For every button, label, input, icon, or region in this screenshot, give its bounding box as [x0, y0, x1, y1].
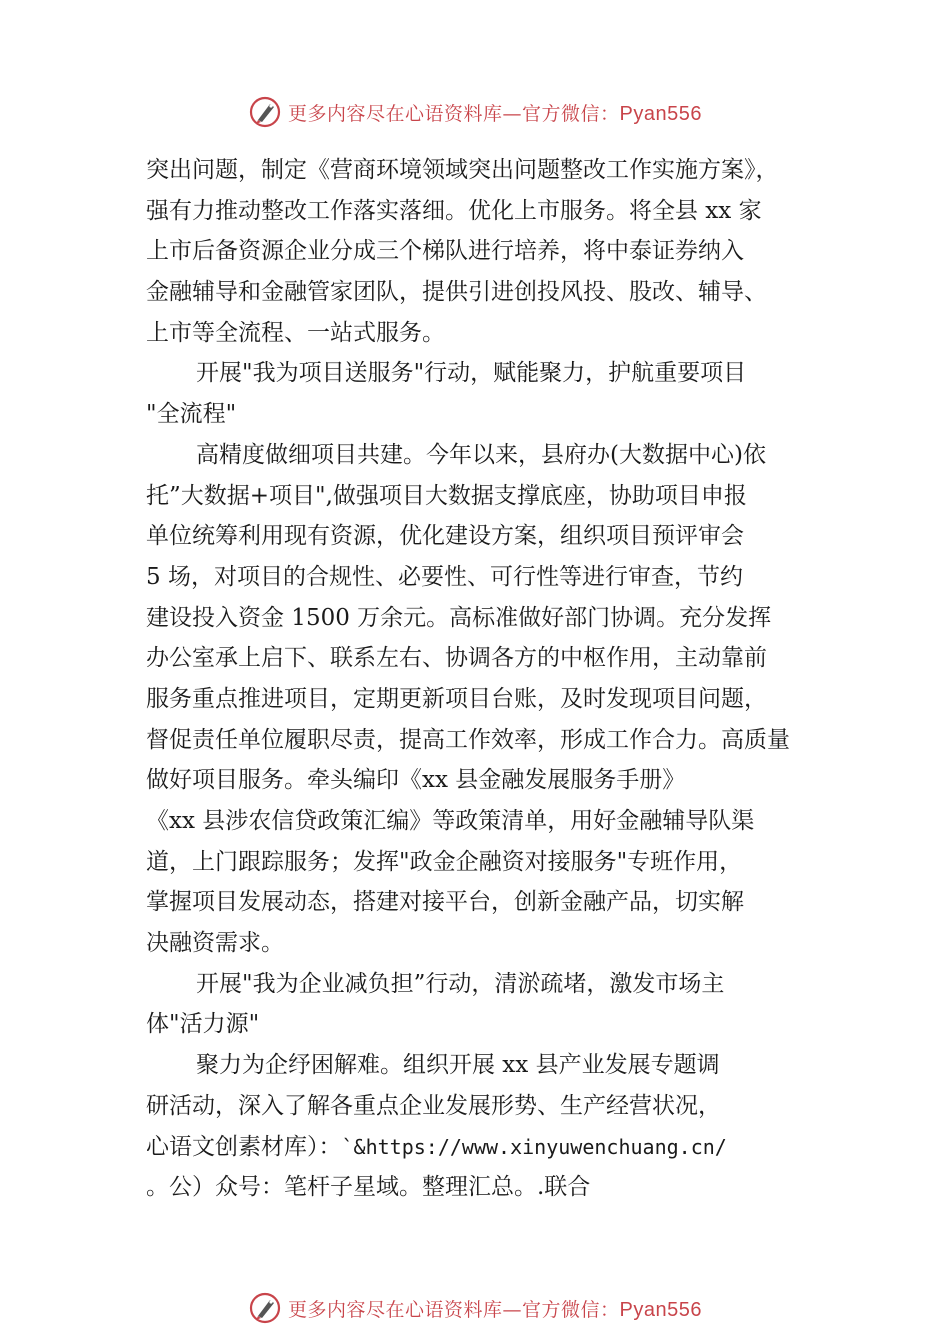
text-line: 高精度做细项目共建。今年以来，县府办(大数据中心)依	[196, 441, 766, 468]
text-line: 聚力为企纾困解难。组织开展 xx 县产业发展专题调	[196, 1052, 720, 1079]
text-line: 道，上门跟踪服务；发挥"政金企融资对接服务"专班作用，	[146, 848, 743, 875]
text-line: 《xx 县涉农信贷政策汇编》等政策清单，用好金融辅导队渠	[146, 808, 755, 834]
text-line: 办公室承上启下、联系左右、协调各方的中枢作用，主动靠前	[146, 645, 767, 672]
watermark-banner-bottom	[0, 1288, 950, 1328]
watermark-label: 官方微信：	[522, 1298, 620, 1321]
watermark-tagline	[288, 1295, 702, 1322]
text-line: 。公）众号：笔杆子星域。整理汇总。.联合	[146, 1174, 591, 1201]
pen-nib-logo-icon	[248, 1291, 282, 1325]
text-line: 做好项目服务。牵头编印《xx 县金融发展服务手册》	[146, 767, 686, 794]
text-line: 突出问题，制定《营商环境领域突出问题整改工作实施方案》，	[146, 157, 779, 183]
url-text: `&https://www.xinyuwenchuang.cn/	[341, 1134, 727, 1159]
text-line-segment: 心语文创素材库）：	[146, 1133, 342, 1160]
text-line: 体"活力源"	[146, 1011, 260, 1038]
text-line: 服务重点推进项目，定期更新项目台账，及时发现项目问题，	[146, 685, 767, 712]
pen-nib-logo-icon	[248, 95, 282, 129]
text-line: "全流程"	[146, 401, 237, 428]
watermark-handle: Pyan556	[619, 1298, 702, 1321]
text-line: 掌握项目发展动态，搭建对接平台，创新金融产品，切实解	[146, 889, 744, 916]
watermark-site-text: 更多内容尽在心语资料库	[288, 102, 503, 125]
text-line: 督促责任单位履职尽责，提高工作效率，形成工作合力。高质量	[146, 726, 790, 753]
text-line	[146, 1127, 826, 1168]
watermark-site-text: 更多内容尽在心语资料库	[288, 1298, 503, 1321]
text-line: 开展"我为企业减负担”行动，清淤疏堵，激发市场主	[196, 970, 725, 997]
text-line: 5 场，对项目的合规性、必要性、可行性等进行审查，节约	[146, 563, 743, 590]
text-line: 上市等全流程、一站式服务。	[146, 319, 445, 346]
text-line: 强有力推动整改工作落实落细。优化上市服务。将全县 xx 家	[146, 197, 762, 224]
watermark-banner-top	[0, 92, 950, 132]
watermark-label: 官方微信：	[522, 102, 620, 125]
text-line: 金融辅导和金融管家团队，提供引进创投风投、股改、辅导、	[146, 279, 767, 306]
document-body	[146, 150, 826, 1208]
text-line: 决融资需求。	[146, 930, 284, 957]
text-line: 托”大数据+项目",做强项目大数据支撑底座，协助项目申报	[146, 482, 747, 509]
watermark-tagline	[288, 99, 702, 126]
text-line: 研活动，深入了解各重点企业发展形势、生产经营状况，	[146, 1092, 721, 1119]
text-line: 单位统筹利用现有资源，优化建设方案，组织项目预评审会	[146, 523, 744, 550]
text-line: 上市后备资源企业分成三个梯队进行培养，将中泰证券纳入	[146, 238, 744, 265]
watermark-separator: —	[502, 102, 523, 125]
text-line: 开展"我为项目送服务"行动，赋能聚力，护航重要项目	[196, 360, 747, 387]
watermark-separator: —	[502, 1298, 523, 1321]
watermark-handle: Pyan556	[619, 102, 702, 125]
text-line: 建设投入资金 1500 万余元。高标准做好部门协调。充分发挥	[146, 604, 772, 631]
